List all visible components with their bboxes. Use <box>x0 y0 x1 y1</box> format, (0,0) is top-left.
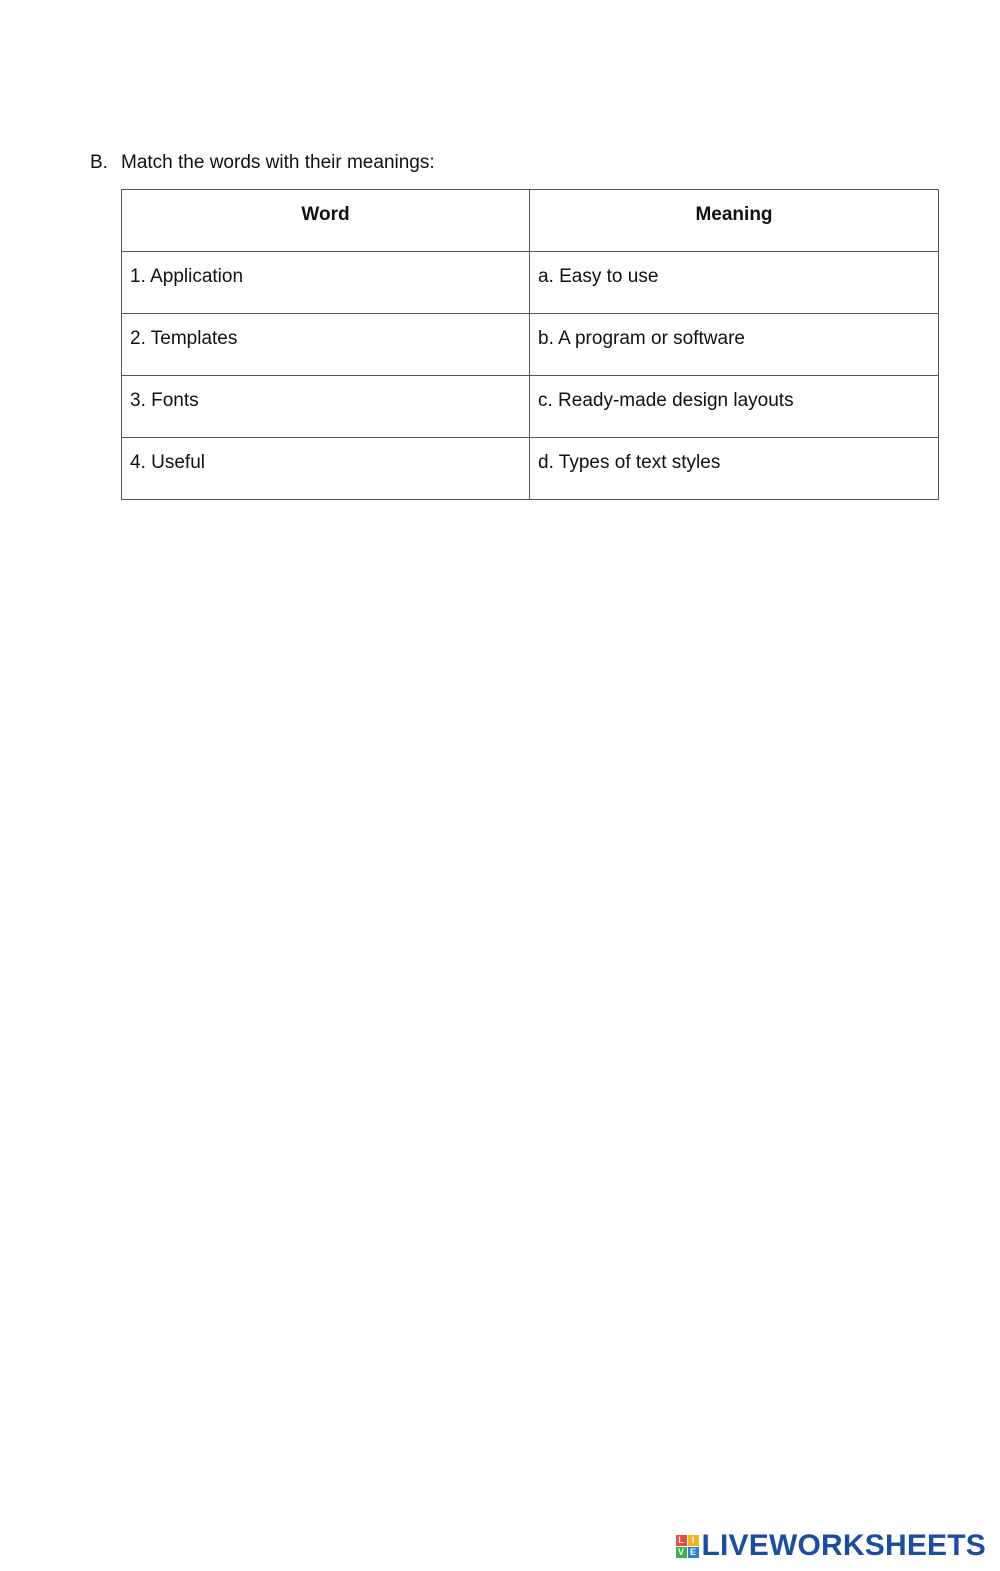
word-column-header: Word <box>122 190 530 252</box>
exercise-letter: B. <box>90 152 108 173</box>
table-row <box>122 376 939 438</box>
logo-tile-v: V <box>676 1547 687 1558</box>
table-row <box>122 314 939 376</box>
meaning-column-header: Meaning <box>530 190 939 252</box>
meaning-cell: a. Easy to use <box>530 252 939 314</box>
word-cell: 1. Application <box>122 252 530 314</box>
table-header-row <box>122 190 939 252</box>
table-row <box>122 252 939 314</box>
liveworksheets-logo-icon <box>676 1535 699 1558</box>
word-cell: 4. Useful <box>122 438 530 500</box>
meaning-cell: d. Types of text styles <box>530 438 939 500</box>
meaning-cell: c. Ready-made design layouts <box>530 376 939 438</box>
exercise-instruction <box>90 151 435 175</box>
match-table <box>121 189 939 500</box>
table-row <box>122 438 939 500</box>
exercise-instruction-text: Match the words with their meanings: <box>121 152 435 173</box>
liveworksheets-wordmark: LIVEWORKSHEETS <box>701 1529 986 1562</box>
logo-tile-i: I <box>688 1535 699 1546</box>
logo-tile-e: E <box>688 1547 699 1558</box>
meaning-cell: b. A program or software <box>530 314 939 376</box>
liveworksheets-brand[interactable] <box>676 1531 987 1561</box>
logo-tile-l: L <box>676 1535 687 1546</box>
word-cell: 2. Templates <box>122 314 530 376</box>
word-cell: 3. Fonts <box>122 376 530 438</box>
